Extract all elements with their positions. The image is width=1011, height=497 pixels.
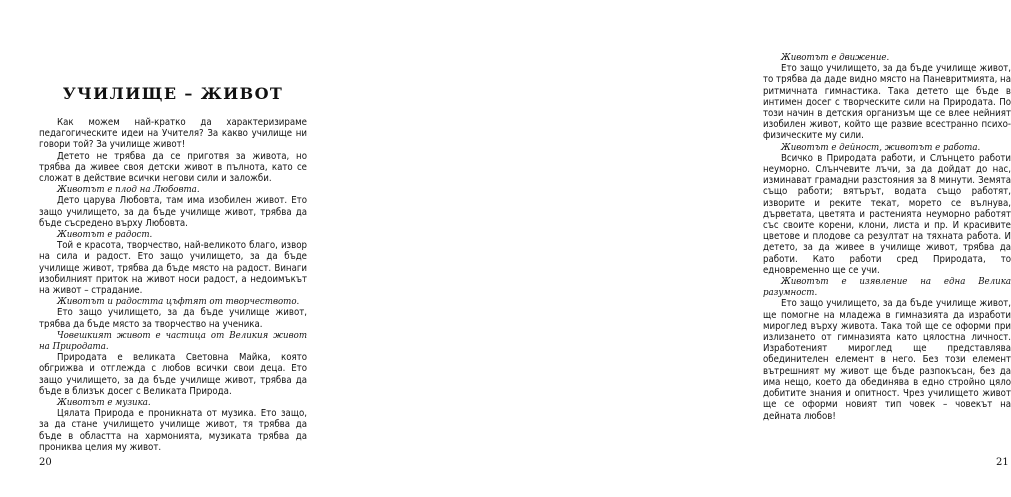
section-heading-italic: Животът и радостта цъфтят от творчеството.	[57, 296, 300, 308]
section-heading-italic: Човешкият живот е частица от Великия живот на Природата.	[39, 329, 307, 353]
paragraph: Дето царува Любовта, там има изобилен живот. Ето защо училището, за да бъде училище живот, трябва да бъде съсредено върху Любовта.	[39, 195, 307, 229]
paragraph: Ето защо училището, за да бъде училище живот, ще помогне на младежа в гимназията да изработи мироглед върху живота. Така той ще се оформи при излизането от гимназията като цялостна личност. Изработеният мироглед ще представлява обединителен елемент в него. Без този елемент вътрешният му живот ще бъде разпокъсан, без да има нещо, което да обединява в едно стройно цяло добитите знания и опитност. Чрез училището живот ще се оформи новият тип човек – човекът на дейната любов!	[763, 298, 1011, 422]
paragraph: Всичко в Природата работи, и Слънцето работи неуморно. Слънчевите лъчи, за да дойдат до нас, изминават грамадни разстояния за 8 минути. Земята също работи; вятърът, водата също работят, изворите и реките текат, морето се вълнува, дърветата, цветята и растенията неуморно работят със своите корени, клони, листа и пр. И красивите цветове и плодове са резултат на тяхната работа. И детето, за да живее в училище живот, трябва да работи. Като работи сред Природата, то едновременно ще се учи.	[763, 152, 1011, 276]
paragraph: Той е красота, творчество, най-великото благо, извор на сила и радост. Ето защо училището, за да бъде училище живот, трябва да бъде място на радост. Винаги изобилният приток на живот носи радост, а недоимъкът на живот – страдание.	[39, 240, 307, 297]
page-number-left: 20	[39, 457, 52, 468]
section-heading-italic: Животът е радост.	[57, 229, 153, 241]
paragraph: Ето защо училището, за да бъде училище живот, то трябва да даде видно място на Паневритмията, на ритмичната гимнастика. Така детето ще бъде в интимен досег с творческите сили на Природата. По този начин в детския организъм ще се влее нейният изобилен живот, който ще развие всестранно психо-физическите му сили.	[763, 63, 1011, 142]
left-text-column	[39, 117, 307, 453]
paragraph: Детето не трябва да се приготвя за живота, но трябва да живее своя детски живот в пълнота, като се сложат в действие всички негови сили и заложби.	[39, 150, 307, 185]
paragraph: Как можем най-кратко да характеризираме педагогическите идеи на Учителя? За какво училище ни говори той? За училище живот!	[39, 117, 307, 151]
section-heading-italic: Животът е дейност, животът е работа.	[781, 141, 981, 153]
paragraph: Цялата Природа е проникната от музика. Ето защо, за да стане училището училище живот, тя трябва да бъде в областта на хармонията, музиката трябва да прониква целия му живот.	[39, 408, 307, 453]
section-heading-italic: Животът е изявление на една Велика разумност.	[763, 276, 1011, 299]
section-heading-italic: Животът е движение.	[781, 52, 890, 63]
right-text-column	[763, 52, 1011, 422]
right-page	[350, 0, 1011, 497]
paragraph: Ето защо училището, за да бъде училище живот, трябва да бъде място за творчество на ученика.	[39, 307, 307, 330]
section-heading-italic: Животът е плод на Любовта.	[57, 184, 200, 196]
left-page	[0, 0, 350, 497]
page-number-right: 21	[996, 457, 1009, 468]
section-heading-italic: Животът е музика.	[57, 397, 151, 409]
paragraph: Природата е великата Световна Майка, която обгрижва и отглежда с любов всички свои деца. Ето защо училището, за да бъде училище живот, трябва да бъде в близък досег с Великата Природа.	[39, 352, 307, 397]
chapter-title: УЧИЛИЩЕ – ЖИВОТ	[62, 84, 284, 103]
